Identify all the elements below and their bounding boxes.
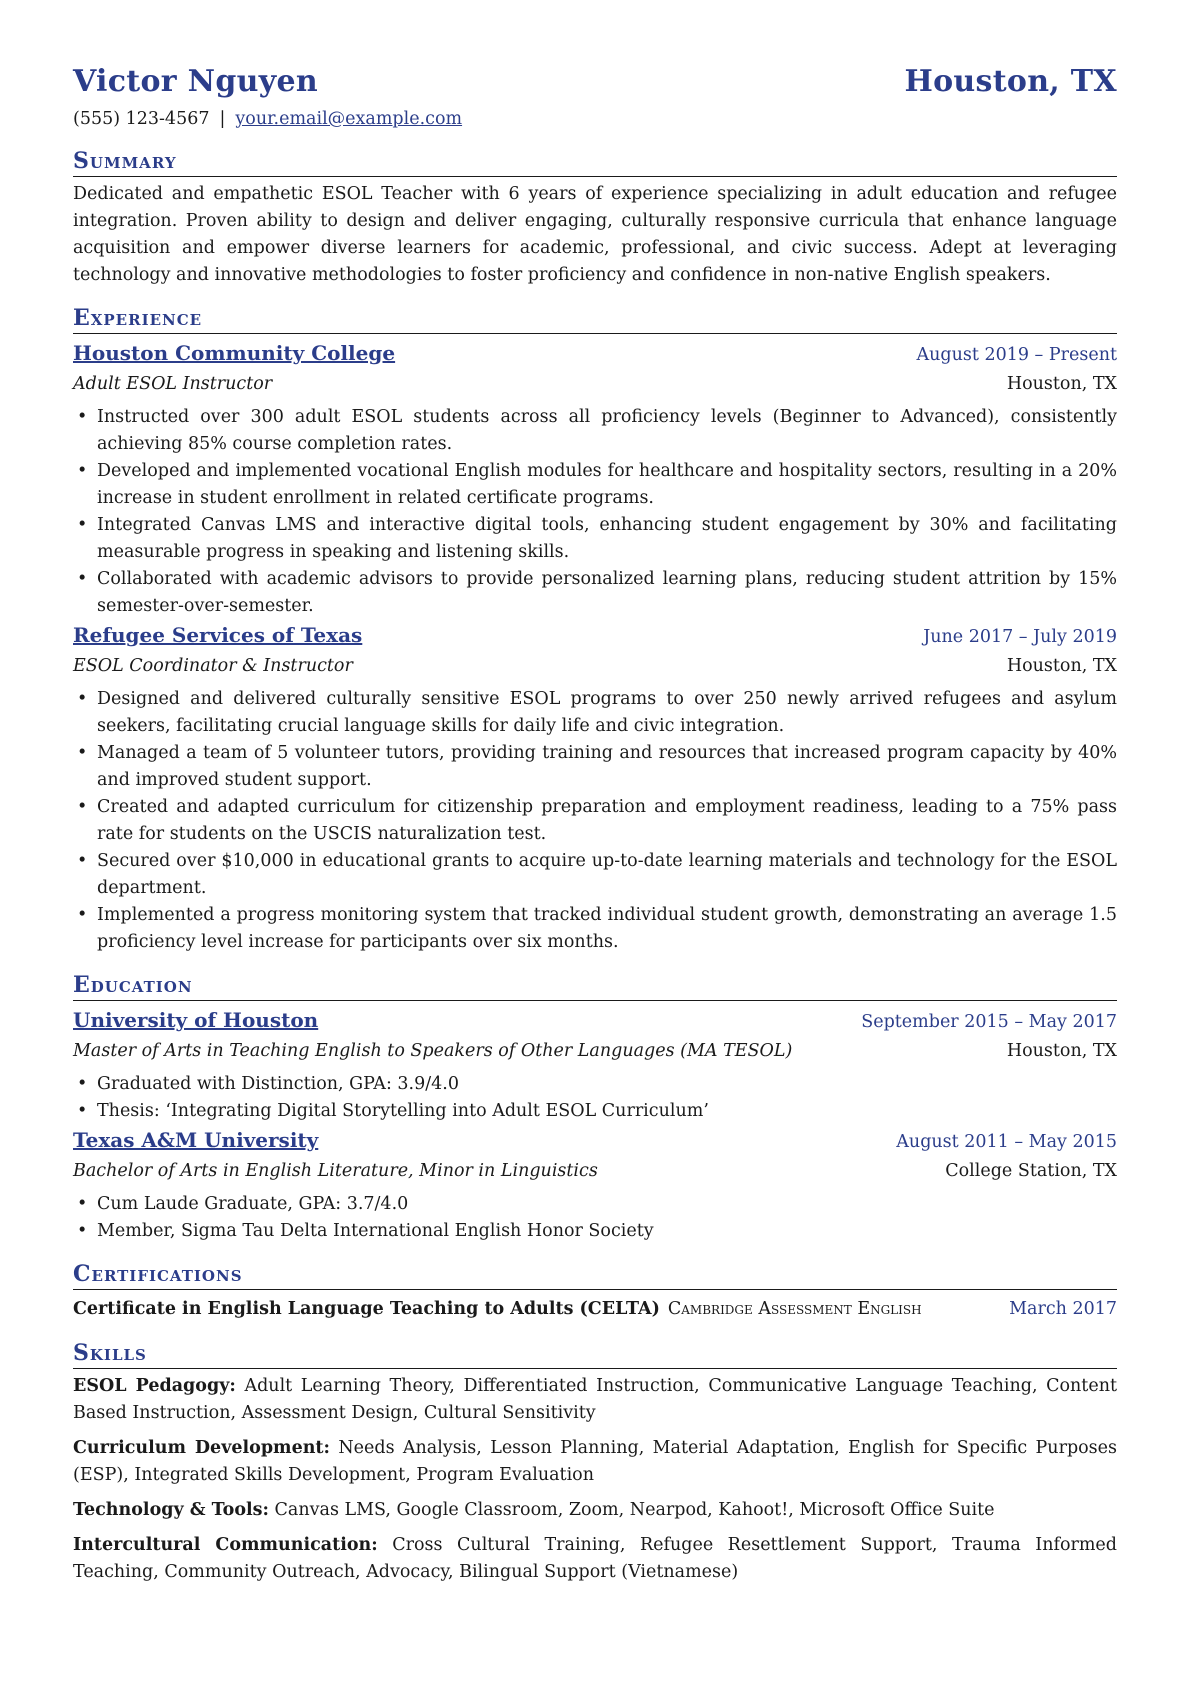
degree-name: Master of Arts in Teaching English to Speakers of Other Languages (MA TESOL) bbox=[73, 1041, 793, 1061]
skill-group-text: Cross Cultural Training, Refugee Resettlement Support, Trauma Informed Teaching, Community Outreach, Advocacy, Bilingual Support (Vietnamese) bbox=[73, 1535, 1117, 1582]
job-bullets bbox=[73, 686, 1117, 956]
certification-date: March 2017 bbox=[1009, 1299, 1117, 1319]
education-bullets bbox=[73, 1191, 1117, 1245]
certification-name: Certificate in English Language Teaching to Adults (CELTA) bbox=[73, 1299, 660, 1319]
contact-line bbox=[73, 106, 1117, 132]
list-item: • Created and adapted curriculum for citizenship preparation and employment readiness, leading to a 75% pass rate for students on the USCIS naturalization test. bbox=[97, 794, 1117, 848]
resume-header bbox=[73, 60, 1117, 104]
list-item: • Instructed over 300 adult ESOL students across all proficiency levels (Beginner to Advanced), consistently achieving 85% course completion rates. bbox=[97, 404, 1117, 458]
skill-group-label: ESOL Pedagogy: bbox=[73, 1376, 236, 1396]
skill-group bbox=[73, 1497, 1117, 1524]
degree-name: Bachelor of Arts in English Literature, Minor in Linguistics bbox=[73, 1161, 598, 1181]
list-item: • Thesis: ‘Integrating Digital Storytelling into Adult ESOL Curriculum’ bbox=[97, 1098, 1117, 1125]
summary-text: Dedicated and empathetic ESOL Teacher with 6 years of experience specializing in adult education and refugee integration. Proven ability to design and deliver engaging, culturally responsive curricula that enhance language acquisition and empower diverse learners for academic, professional, and civic success. Adept at leveraging technology and innovative methodologies to foster proficiency and confidence in non-native English speakers. bbox=[73, 184, 1117, 285]
school-link[interactable]: University of Houston bbox=[73, 1008, 319, 1032]
list-item: • Graduated with Distinction, GPA: 3.9/4.0 bbox=[97, 1071, 1117, 1098]
section-title-skills: Skills bbox=[73, 1338, 1117, 1369]
job-role: ESOL Coordinator & Instructor bbox=[73, 656, 353, 676]
education-bullets bbox=[73, 1071, 1117, 1125]
education-entry bbox=[73, 1125, 1117, 1245]
list-item: • Cum Laude Graduate, GPA: 3.7/4.0 bbox=[97, 1191, 1117, 1218]
school-link[interactable]: Texas A&M University bbox=[73, 1128, 319, 1152]
skill-group-label: Intercultural Communication: bbox=[73, 1535, 378, 1555]
certification-issuer: Cambridge Assessment English bbox=[667, 1299, 922, 1319]
school-dates: August 2011 – May 2015 bbox=[896, 1132, 1117, 1152]
job-entry bbox=[73, 620, 1117, 956]
skill-group-label: Technology & Tools: bbox=[73, 1500, 269, 1520]
phone-number: (555) 123-4567 bbox=[73, 109, 210, 129]
list-item: • Member, Sigma Tau Delta International English Honor Society bbox=[97, 1218, 1117, 1245]
job-role: Adult ESOL Instructor bbox=[73, 374, 273, 394]
job-dates: August 2019 – Present bbox=[916, 345, 1117, 365]
school-dates: September 2015 – May 2017 bbox=[861, 1012, 1117, 1032]
section-title-summary: Summary bbox=[73, 146, 1117, 177]
skill-group-text: Canvas LMS, Google Classroom, Zoom, Nearpod, Kahoot!, Microsoft Office Suite bbox=[274, 1500, 995, 1520]
education-entry bbox=[73, 1005, 1117, 1125]
contact-separator: | bbox=[219, 109, 226, 129]
job-dates: June 2017 – July 2019 bbox=[923, 627, 1117, 647]
skill-group bbox=[73, 1435, 1117, 1489]
skill-group-text: Adult Learning Theory, Differentiated Instruction, Communicative Language Teaching, Content Based Instruction, Assessment Design, Cultural Sensitivity bbox=[73, 1376, 1117, 1423]
list-item: • Designed and delivered culturally sensitive ESOL programs to over 250 newly arrived refugees and asylum seekers, facilitating crucial language skills for daily life and civic integration. bbox=[97, 686, 1117, 740]
email-link[interactable]: your.email@example.com bbox=[235, 109, 463, 129]
list-item: • Secured over $10,000 in educational grants to acquire up-to-date learning materials and technology for the ESOL department. bbox=[97, 848, 1117, 902]
candidate-name: Victor Nguyen bbox=[73, 64, 318, 99]
list-item: • Collaborated with academic advisors to provide personalized learning plans, reducing student attrition by 15% semester-over-semester. bbox=[97, 566, 1117, 620]
section-title-experience: Experience bbox=[73, 303, 1117, 334]
skill-group-label: Curriculum Development: bbox=[73, 1438, 330, 1458]
employer-link[interactable]: Refugee Services of Texas bbox=[73, 623, 363, 647]
job-bullets bbox=[73, 404, 1117, 620]
certification-entry bbox=[73, 1294, 1117, 1324]
skill-group bbox=[73, 1532, 1117, 1586]
employer-link[interactable]: Houston Community College bbox=[73, 341, 396, 365]
section-title-education: Education bbox=[73, 970, 1117, 1001]
job-entry bbox=[73, 338, 1117, 620]
skill-group bbox=[73, 1373, 1117, 1427]
list-item: • Implemented a progress monitoring system that tracked individual student growth, demonstrating an average 1.5 proficiency level increase for participants over six months. bbox=[97, 902, 1117, 956]
school-location: College Station, TX bbox=[945, 1161, 1117, 1181]
section-title-certifications: Certifications bbox=[73, 1259, 1117, 1290]
skill-group-text: Needs Analysis, Lesson Planning, Material Adaptation, English for Specific Purposes (ESP), Integrated Skills Development, Program Evaluation bbox=[73, 1438, 1118, 1485]
job-location: Houston, TX bbox=[1006, 374, 1117, 394]
list-item: • Managed a team of 5 volunteer tutors, providing training and resources that increased program capacity by 40% and improved student support. bbox=[97, 740, 1117, 794]
list-item: • Developed and implemented vocational English modules for healthcare and hospitality sectors, resulting in a 20% increase in student enrollment in related certificate programs. bbox=[97, 458, 1117, 512]
school-location: Houston, TX bbox=[1006, 1041, 1117, 1061]
candidate-location: Houston, TX bbox=[904, 64, 1117, 99]
list-item: • Integrated Canvas LMS and interactive digital tools, enhancing student engagement by 30% and facilitating measurable progress in speaking and listening skills. bbox=[97, 512, 1117, 566]
job-location: Houston, TX bbox=[1006, 656, 1117, 676]
